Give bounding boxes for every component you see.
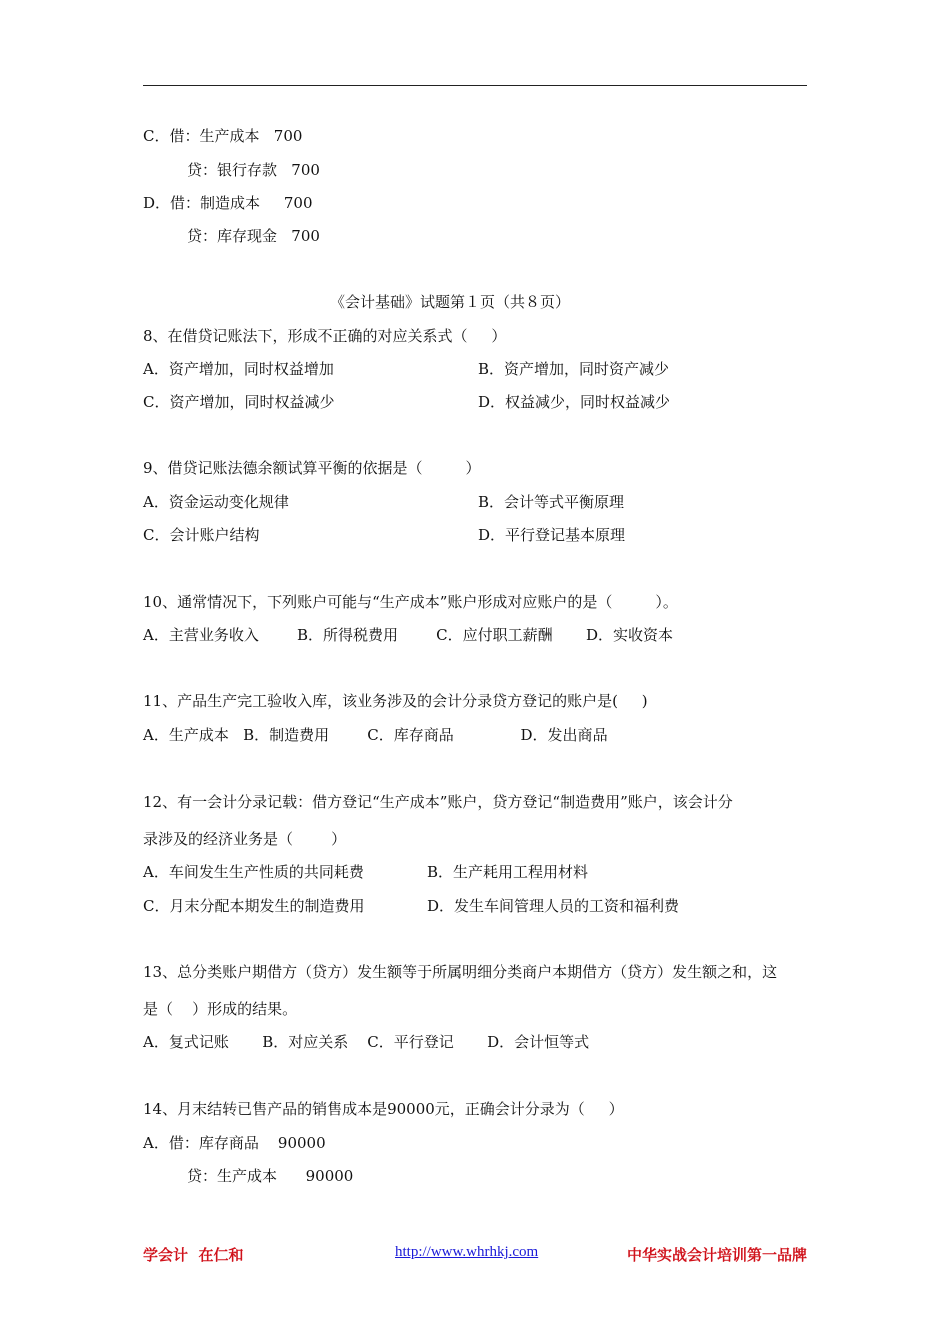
question-13: 13、总分类账户期借方（贷方）发生额等于所属明细分类商户本期借方（贷方）发生额之和，这 (143, 963, 778, 981)
text-line: 贷：库存现金 700 (187, 227, 320, 245)
question-14: 14、月末结转已售产品的销售成本是90000元，正确会计分录为（ ） (143, 1100, 624, 1118)
header-rule (143, 85, 807, 86)
option-d: D．平行登记基本原理 (478, 526, 626, 544)
question-8: 8、在借贷记账法下，形成不正确的对应关系式（ ） (143, 327, 507, 345)
option-b: B．生产耗用工程用材料 (427, 863, 589, 881)
page-number: 《会计基础》试题第１页（共８页） (330, 293, 571, 311)
question-12: 12、有一会计分录记载：借方登记“生产成本”账户，贷方登记“制造费用”账户，该会计分 (143, 793, 733, 811)
option-c: C．会计账户结构 (143, 526, 260, 544)
options-line: A．复式记账 B．对应关系 C．平行登记 D．会计恒等式 (143, 1033, 590, 1051)
option-a: A．资产增加，同时权益增加 (143, 360, 334, 378)
option-b: B．会计等式平衡原理 (478, 493, 625, 511)
option-c: C．月末分配本期发生的制造费用 (143, 897, 365, 915)
options-line: A．主营业务收入 B．所得税费用 C．应付职工薪酬 D．实收资本 (143, 626, 674, 644)
question-12-cont: 录涉及的经济业务是（ ） (143, 830, 347, 848)
question-13-cont: 是（ ）形成的结果。 (143, 1000, 298, 1018)
option-a: A．车间发生生产性质的共同耗费 (143, 863, 364, 881)
option-d: D．权益减少，同时权益减少 (478, 393, 671, 411)
footer-brand: 中华实战会计培训第一品牌 (626, 1246, 807, 1264)
option-b: B．资产增加，同时资产减少 (478, 360, 670, 378)
question-9: 9、借贷记账法德余额试算平衡的依据是（ ） (143, 459, 481, 477)
question-11: 11、产品生产完工验收入库，该业务涉及的会计分录贷方登记的账户是( ) (143, 692, 648, 710)
option-a: A．借：库存商品 90000 (143, 1134, 326, 1152)
option-a-credit: 贷：生产成本 90000 (187, 1167, 354, 1185)
question-10: 10、通常情况下，下列账户可能与“生产成本”账户形成对应账户的是（ ）。 (143, 593, 678, 611)
footer-slogan: 学会计 在仁和 (143, 1246, 244, 1264)
footer-website-link[interactable]: http://www.whrhkj.com (395, 1244, 539, 1260)
text-line: D．借：制造成本 700 (143, 194, 313, 212)
option-c: C．资产增加，同时权益减少 (143, 393, 335, 411)
option-a: A．资金运动变化规律 (143, 493, 289, 511)
options-line: A．生产成本 B．制造费用 C．库存商品 D．发出商品 (143, 726, 608, 744)
text-line: C．借：生产成本 700 (143, 127, 303, 145)
option-d: D．发生车间管理人员的工资和福利费 (427, 897, 680, 915)
text-line: 贷：银行存款 700 (187, 161, 320, 179)
